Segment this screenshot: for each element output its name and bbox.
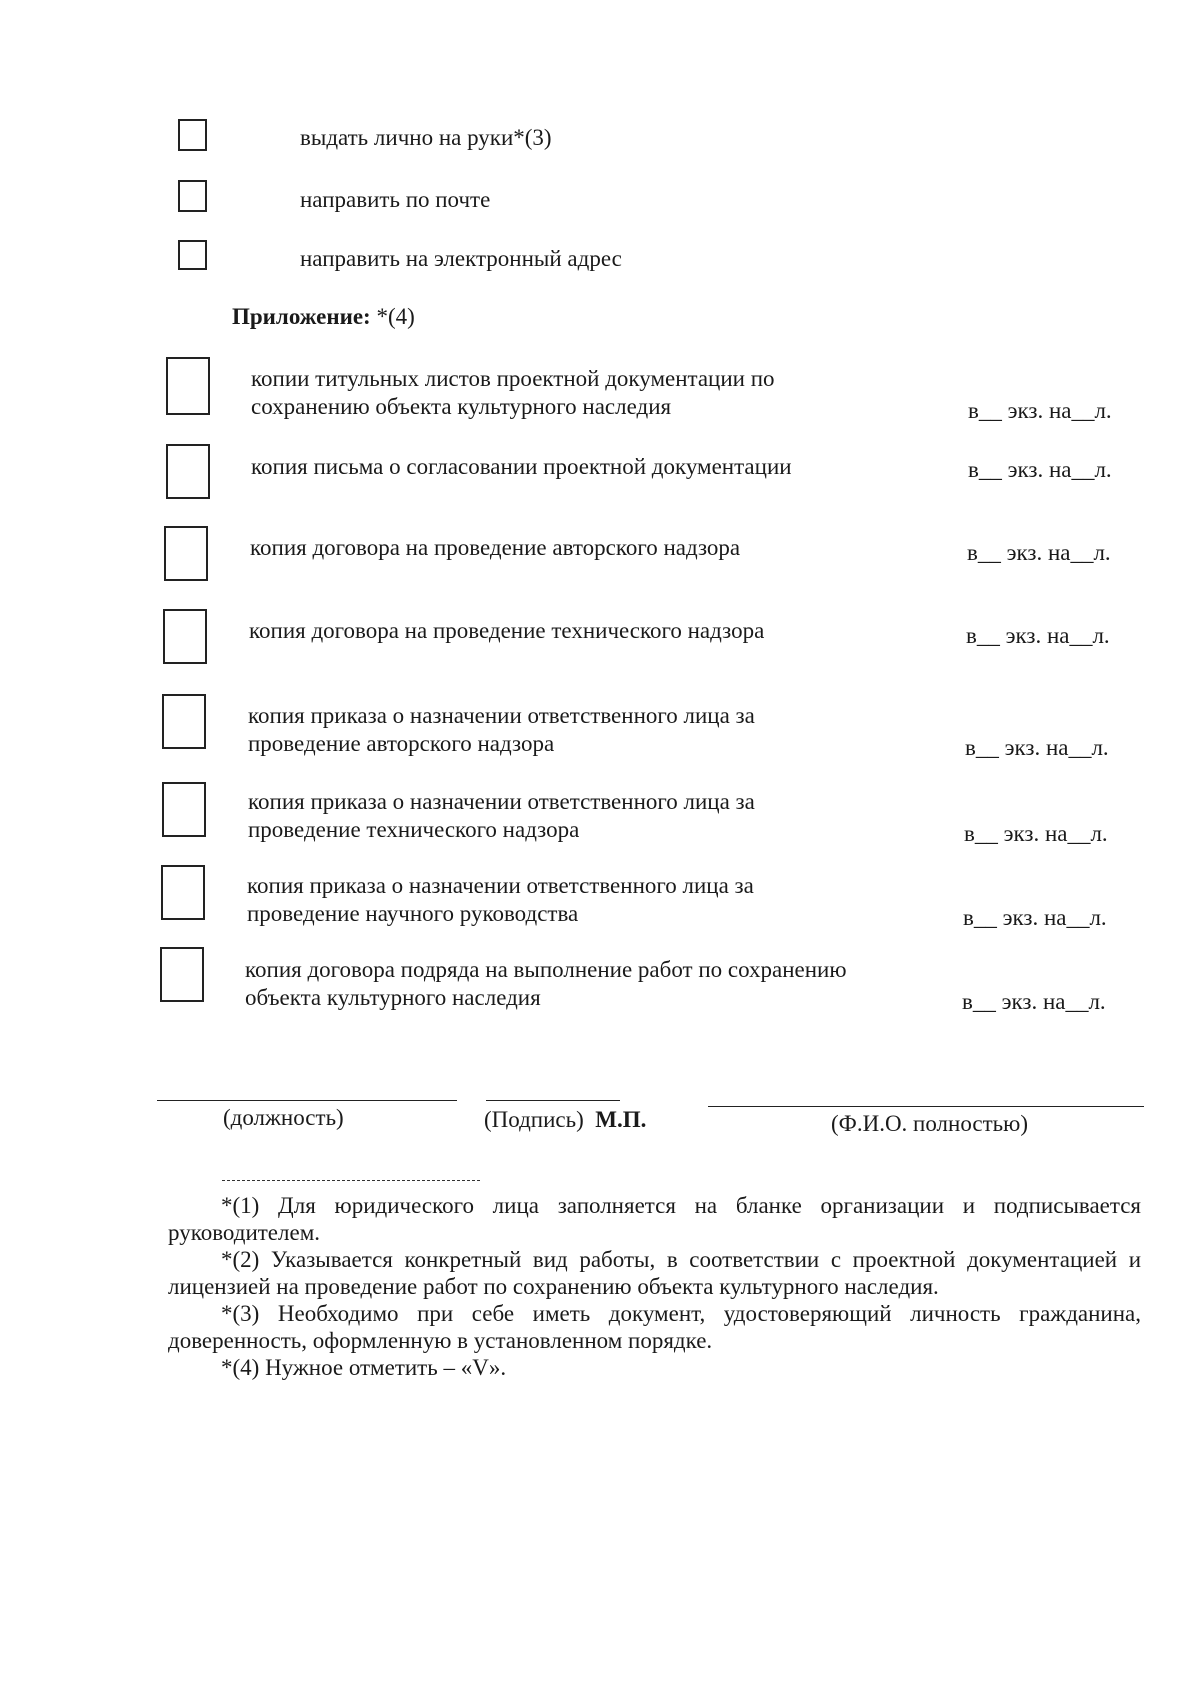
footnote-4: *(4) Нужное отметить – «V». bbox=[221, 1355, 507, 1380]
attachment-checkbox-3[interactable] bbox=[164, 526, 208, 581]
delivery-checkbox-post[interactable] bbox=[178, 180, 207, 212]
attachment-copies-2: в__ экз. на__л. bbox=[968, 457, 1112, 482]
attachment-note-ref: *(4) bbox=[376, 304, 415, 329]
footnote-1: *(1) Для юридического лица заполняется на бланке организации и подписывается руководителем. bbox=[168, 1193, 1141, 1245]
delivery-checkbox-email[interactable] bbox=[178, 240, 207, 270]
attachment-text-7b: проведение научного руководства bbox=[247, 901, 579, 926]
attachment-copies-4: в__ экз. на__л. bbox=[966, 623, 1110, 648]
attachment-checkbox-2[interactable] bbox=[166, 444, 210, 499]
footnote-2: *(2) Указывается конкретный вид работы, в соответствии с проектной документацией и лицензией на проведение работ по сохранению объекта культурного наследия. bbox=[168, 1247, 1141, 1299]
attachment-text-5b: проведение авторского надзора bbox=[248, 731, 555, 756]
footnote-3: *(3) Необходимо при себе иметь документ, удостоверяющий личность гражданина, доверенность, оформленную в установленном порядке. bbox=[168, 1301, 1141, 1353]
attachment-text-1a: копии титульных листов проектной документации по bbox=[251, 366, 775, 391]
signature-caption: (Подпись) bbox=[484, 1107, 584, 1132]
attachment-text-8a: копия договора подряда на выполнение работ по сохранению bbox=[245, 957, 847, 982]
delivery-label-personal: выдать лично на руки*(3) bbox=[300, 125, 552, 150]
attachment-copies-1: в__ экз. на__л. bbox=[968, 398, 1112, 423]
position-line bbox=[157, 1100, 457, 1101]
delivery-label-email: направить на электронный адрес bbox=[300, 246, 622, 271]
attachment-copies-6: в__ экз. на__л. bbox=[964, 821, 1108, 846]
stamp-caption: М.П. bbox=[595, 1107, 647, 1132]
attachment-checkbox-6[interactable] bbox=[162, 782, 206, 837]
attachment-checkbox-7[interactable] bbox=[161, 865, 205, 920]
delivery-label-post: направить по почте bbox=[300, 187, 491, 212]
attachment-text-6b: проведение технического надзора bbox=[248, 817, 580, 842]
attachment-checkbox-8[interactable] bbox=[160, 947, 204, 1002]
attachment-checkbox-4[interactable] bbox=[163, 609, 207, 664]
attachment-text-7a: копия приказа о назначении ответственного лица за bbox=[247, 873, 754, 898]
attachment-checkbox-1[interactable] bbox=[166, 357, 210, 415]
attachment-copies-8: в__ экз. на__л. bbox=[962, 989, 1106, 1014]
attachment-text-1b: сохранению объекта культурного наследия bbox=[251, 394, 672, 419]
position-caption: (должность) bbox=[223, 1105, 344, 1130]
signature-caption-group bbox=[484, 1106, 646, 1134]
footnotes bbox=[168, 1192, 1141, 1381]
attachment-text-5a: копия приказа о назначении ответственного лица за bbox=[248, 703, 755, 728]
attachment-copies-7: в__ экз. на__л. bbox=[963, 905, 1107, 930]
attachment-text-3a: копия договора на проведение авторского надзора bbox=[250, 535, 741, 560]
name-line bbox=[708, 1106, 1144, 1107]
attachment-text-2a: копия письма о согласовании проектной документации bbox=[251, 454, 792, 479]
attachment-text-6a: копия приказа о назначении ответственного лица за bbox=[248, 789, 755, 814]
attachment-title: Приложение: bbox=[232, 304, 371, 329]
attachment-text-4a: копия договора на проведение технического надзора bbox=[249, 618, 765, 643]
signature-line bbox=[486, 1100, 620, 1101]
attachment-text-8b: объекта культурного наследия bbox=[245, 985, 541, 1010]
name-caption: (Ф.И.О. полностью) bbox=[831, 1111, 1029, 1136]
attachment-copies-5: в__ экз. на__л. bbox=[965, 735, 1109, 760]
delivery-checkbox-personal[interactable] bbox=[178, 119, 207, 151]
attachment-heading bbox=[232, 303, 415, 331]
footnote-separator bbox=[222, 1180, 480, 1181]
attachment-checkbox-5[interactable] bbox=[162, 694, 206, 749]
attachment-copies-3: в__ экз. на__л. bbox=[967, 540, 1111, 565]
